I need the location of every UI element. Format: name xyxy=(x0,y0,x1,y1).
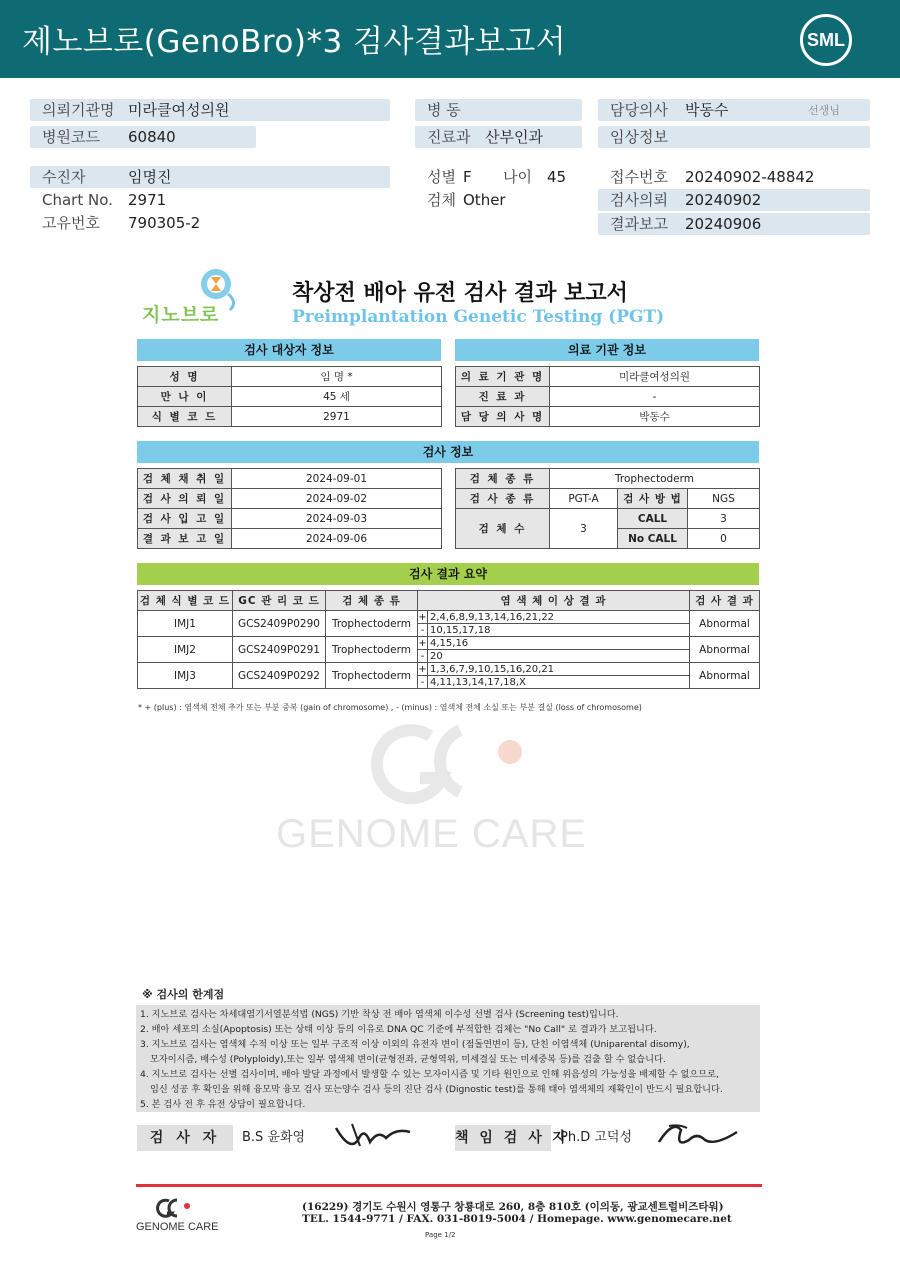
summary-heading: 검사 결과 요약 xyxy=(137,563,759,585)
meta-patient: 수진자 임명진 xyxy=(30,166,390,188)
nocall-label: No CALL xyxy=(618,529,688,549)
specimen-id: IMJ2 xyxy=(138,637,233,663)
table-row xyxy=(456,489,760,509)
test-result: Abnormal xyxy=(690,637,760,663)
test-info-heading: 검사 정보 xyxy=(137,441,759,463)
subject-name-value: 임 명 * xyxy=(232,367,442,387)
meta-specimen: 검체 Other xyxy=(427,191,506,209)
request-date-label: 검 사 의 뢰 일 xyxy=(138,489,232,509)
table-row xyxy=(138,529,442,549)
subject-name-label: 성 명 xyxy=(138,367,232,387)
table-row xyxy=(456,469,760,489)
meta-result-report: 결과보고 20240906 xyxy=(598,213,870,235)
table-row xyxy=(138,367,442,387)
specimen-id: IMJ3 xyxy=(138,663,233,689)
test-result: Abnormal xyxy=(690,663,760,689)
limitations-title: ※ 검사의 한계점 xyxy=(142,988,225,1001)
meta-receipt-no: 접수번호 20240902-48842 xyxy=(610,168,815,186)
loss-chromosomes: 20 xyxy=(428,650,690,663)
institution-name-value: 미라클여성의원 xyxy=(550,367,760,387)
table-row xyxy=(138,469,442,489)
sml-logo: SML xyxy=(800,14,852,66)
specimen-type-value: Trophectoderm xyxy=(550,469,760,489)
institution-info-heading: 의료 기관 정보 xyxy=(455,339,759,361)
responsible-tester-name: Ph.D 고덕성 xyxy=(560,1130,633,1145)
genobro-logo-text: 지노브로 xyxy=(142,304,220,326)
page-title: 제노브로(GenoBro)*3 검사결과보고서 xyxy=(22,24,567,60)
tester-name: B.S 윤화영 xyxy=(242,1130,306,1145)
test-method-label: 검 사 방 법 xyxy=(618,489,688,509)
footer-divider xyxy=(136,1184,762,1187)
meta-unique-no: 고유번호 790305-2 xyxy=(42,214,201,232)
table-row xyxy=(456,367,760,387)
meta-chart-no: Chart No. 2971 xyxy=(42,191,167,209)
limitation-line: 2. 배아 세포의 소실(Apoptosis) 또는 상태 이상 등의 이유로 DNA QC 기준에 부적합한 검체는 "No Call" 로 결과가 보고됩니다. xyxy=(140,1024,657,1035)
gain-chromosomes: 2,4,6,8,9,13,14,16,21,22 xyxy=(428,611,690,624)
meta-sex-age: 성별 F 나이 45 xyxy=(427,168,567,186)
institution-doctor-label: 담 당 의 사 명 xyxy=(456,407,550,427)
specimen-count-value: 3 xyxy=(550,509,618,549)
subject-id-value: 2971 xyxy=(232,407,442,427)
gc-code: GCS2409P0291 xyxy=(233,637,326,663)
collection-date-value: 2024-09-01 xyxy=(232,469,442,489)
specimen-count-label: 검 체 수 xyxy=(456,509,550,549)
summary-table xyxy=(137,590,760,689)
loss-chromosomes: 4,11,13,14,17,18,X xyxy=(428,676,690,689)
table-row xyxy=(456,387,760,407)
table-row xyxy=(138,407,442,427)
subject-id-label: 식 별 코 드 xyxy=(138,407,232,427)
test-result: Abnormal xyxy=(690,611,760,637)
limitation-line: 5. 본 검사 전 후 유전 상담이 필요합니다. xyxy=(140,1099,306,1110)
minus-sign: - xyxy=(418,624,428,637)
plus-sign: + xyxy=(418,637,427,649)
col-specimen-type: 검 체 종 류 xyxy=(326,591,418,611)
responsible-tester-label: 책 임 검 사 자 xyxy=(455,1125,551,1151)
test-dates-table xyxy=(137,468,442,549)
test-details-table xyxy=(455,468,760,549)
collection-date-label: 검 체 채 취 일 xyxy=(138,469,232,489)
minus-sign: - xyxy=(418,676,428,689)
table-row xyxy=(138,611,760,624)
subject-info-table xyxy=(137,366,442,427)
col-gc-code: GC 관 리 코 드 xyxy=(233,591,326,611)
report-date-label: 결 과 보 고 일 xyxy=(138,529,232,549)
limitation-line: 1. 지노브로 검사는 차세대염기서열분석법 (NGS) 기반 착상 전 배아 염색체 이수성 선별 검사 (Screening test)입니다. xyxy=(140,1009,619,1020)
meta-test-request: 검사의뢰 20240902 xyxy=(598,189,870,211)
table-row xyxy=(138,387,442,407)
footer-logo-text: GENOME CARE xyxy=(136,1221,219,1233)
limitation-line: 모자이시즘, 배수성 (Polyploidy),또는 일부 염색체 변이(균형전좌, 균형역위, 미세결실 또는 미세중복 등)를 검출 할 수 없습니다. xyxy=(150,1054,666,1065)
specimen-type: Trophectoderm xyxy=(326,663,418,689)
request-date-value: 2024-09-02 xyxy=(232,489,442,509)
specimen-id: IMJ1 xyxy=(138,611,233,637)
institution-dept-value: - xyxy=(550,387,760,407)
meta-ward: 병 동 xyxy=(415,99,582,121)
limitation-line: 임신 성공 후 확인을 위해 융모막 융모 검사 또는양수 검사 등의 진단 검사 (Dignostic test)를 통해 태아 염색체의 재확인이 반드시 필요합니다. xyxy=(150,1084,723,1095)
footer-address: (16229) 경기도 수원시 영통구 창룡대로 260, 8층 810호 (이의동, 광교센트럴비즈타워) xyxy=(302,1201,724,1213)
test-method-value: NGS xyxy=(688,489,760,509)
gc-code: GCS2409P0292 xyxy=(233,663,326,689)
responsible-signature xyxy=(655,1118,745,1154)
table-row xyxy=(138,509,442,529)
report-title-ko: 착상전 배아 유전 검사 결과 보고서 xyxy=(292,281,628,306)
col-specimen-id: 검 체 식 별 코 드 xyxy=(138,591,233,611)
report-date-value: 2024-09-06 xyxy=(232,529,442,549)
receipt-date-label: 검 사 입 고 일 xyxy=(138,509,232,529)
subject-age-label: 만 나 이 xyxy=(138,387,232,407)
gain-chromosomes: 1,3,6,7,9,10,15,16,20,21 xyxy=(428,663,690,676)
gc-code: GCS2409P0290 xyxy=(233,611,326,637)
specimen-type: Trophectoderm xyxy=(326,611,418,637)
call-value: 3 xyxy=(688,509,760,529)
table-row xyxy=(138,489,442,509)
table-row xyxy=(456,407,760,427)
table-row xyxy=(456,509,760,529)
test-type-value: PGT-A xyxy=(550,489,618,509)
meta-hospital-code: 병원코드 60840 xyxy=(30,126,256,148)
col-test-result: 검 사 결 과 xyxy=(690,591,760,611)
institution-dept-label: 진 료 과 xyxy=(456,387,550,407)
subject-info-heading: 검사 대상자 정보 xyxy=(137,339,441,361)
col-chromosome-result: 염 색 체 이 상 결 과 xyxy=(418,591,690,611)
receipt-date-value: 2024-09-03 xyxy=(232,509,442,529)
specimen-type-label: 검 체 종 류 xyxy=(456,469,550,489)
call-label: CALL xyxy=(618,509,688,529)
test-type-label: 검 사 종 류 xyxy=(456,489,550,509)
meta-requesting-org: 의뢰기관명 미라클여성의원 xyxy=(30,99,390,121)
summary-header-row xyxy=(138,591,760,611)
specimen-type: Trophectoderm xyxy=(326,637,418,663)
plus-sign: + xyxy=(418,663,427,675)
meta-clinical-info: 임상정보 xyxy=(598,126,870,148)
table-row xyxy=(138,637,760,650)
tester-label: 검 사 자 xyxy=(137,1125,233,1151)
limitation-line: 3. 지노브로 검사는 염색체 수적 이상 또는 일부 구조적 이상 이외의 유전자 변이 (점돌연변이 등), 단친 이염색체 (Uniparental disomy), xyxy=(140,1039,690,1050)
institution-info-table xyxy=(455,366,760,427)
limitation-line: 4. 지노브로 검사는 선별 검사이며, 배아 발달 과정에서 발생할 수 있는 모자이시즘 및 기타 원인으로 인해 위음성의 가능성을 배제할 수 없으므로, xyxy=(140,1069,719,1080)
meta-department: 진료과 산부인과 xyxy=(415,126,582,148)
page-number: Page 1/2 xyxy=(425,1231,456,1239)
page-header xyxy=(0,0,900,78)
institution-name-label: 의 료 기 관 명 xyxy=(456,367,550,387)
genome-care-logo-icon xyxy=(155,1196,191,1220)
footer-contact: TEL. 1544-9771 / FAX. 031-8019-5004 / Homepage. www.genomecare.net xyxy=(302,1213,732,1225)
subject-age-value: 45 세 xyxy=(232,387,442,407)
loss-chromosomes: 10,15,17,18 xyxy=(428,624,690,637)
tester-signature xyxy=(330,1118,420,1154)
minus-sign: - xyxy=(418,650,428,663)
watermark-text: GENOME CARE xyxy=(276,812,588,856)
genome-care-watermark-icon xyxy=(370,716,526,812)
table-row xyxy=(138,663,760,676)
institution-doctor-value: 박동수 xyxy=(550,407,760,427)
report-title-en: Preimplantation Genetic Testing (PGT) xyxy=(292,307,665,327)
gain-chromosomes: 4,15,16 xyxy=(428,637,690,650)
summary-footnote: * + (plus) : 염색체 전체 추가 또는 부분 중복 (gain of chromosome) , - (minus) : 염색체 전체 소실 또는 부분 결실 (loss of chromosome) xyxy=(138,703,642,712)
nocall-value: 0 xyxy=(688,529,760,549)
meta-doctor: 담당의사 박동수 선생님 xyxy=(598,99,870,121)
plus-sign: + xyxy=(418,611,427,623)
limitations-box xyxy=(136,1005,760,1112)
